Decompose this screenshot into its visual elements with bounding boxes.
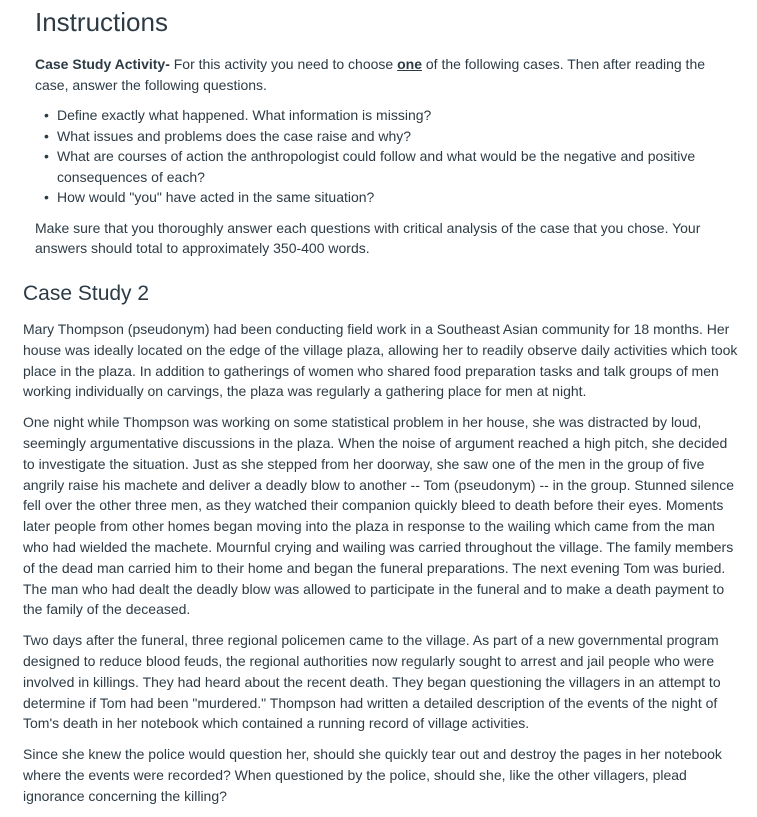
instructions-closing: Make sure that you thoroughly answer each questions with critical analysis of the case that you chose. Your answers should total to approximately 350-400 words. <box>35 219 701 256</box>
intro-text-post: of the following cases. Then after reading the case, answer the following questions. <box>35 56 706 93</box>
case-paragraph: Mary Thompson (pseudonym) had been conducting field work in a Southeast Asian community for 18 months. Her house was ideally located on the edge of the village plaza, allowing her to readily observe daily activities which took place in the plaza. In addition to gatherings of women who shared food preparation tasks and talk groups of men working individually on carvings, the plaza was regularly a gathering place for men at night. <box>23 321 738 400</box>
intro-text-pre: For this activity you need to choose <box>169 56 398 72</box>
question-item: • What issues and problems does the case raise and why? <box>57 126 737 147</box>
instructions-heading: Instructions <box>35 7 168 37</box>
instructions-section <box>35 0 737 269</box>
question-item: • Define exactly what happened. What information is missing? <box>57 105 737 126</box>
intro-underline-one: one <box>397 56 422 72</box>
case-paragraph: One night while Thompson was working on some statistical problem in her house, she was distracted by loud, seemingly argumentative discussions in the plaza. When the noise of argument reached a high pitch, she decided to investigate the situation. Just as she stepped from her doorway, she saw one of the men in the group of five angrily raise his machete and deliver a deadly blow to another -- Tom (pseudonym) -- in the group. Stunned silence fell over the other three men, as they watched their companion quickly bleed to death before their eyes. Moments later people from other homes began moving into the plaza in response to the wailing which came from the man who had wielded the machete. Mournful crying and wailing was carried throughout the village. The family members of the dead man carried him to their home and began the funeral preparations. The next evening Tom was buried. The man who had dealt the deadly blow was allowed to participate in the funeral and to make a death payment to the family of the deceased. <box>23 414 735 618</box>
question-item: • How would "you" have acted in the same situation? <box>57 187 737 208</box>
case-paragraph: Since she knew the police would question her, should she quickly tear out and destroy the pages in her notebook where the events were recorded? When questioned by the police, should she, like the other villagers, plead ignorance concerning the killing? <box>23 746 722 804</box>
case-study-section <box>23 279 739 817</box>
case-paragraph: Two days after the funeral, three regional policemen came to the village. As part of a new governmental program designed to reduce blood feuds, the regional authorities now regularly sought to arrest and jail people who were involved in killings. They had heard about the recent death. They began questioning the villagers in an attempt to determine if Tom had been "murdered." Thompson had written a detailed description of the events of the night of Tom's death in her notebook which contained a running record of village activities. <box>23 632 721 732</box>
intro-bold-label: Case Study Activity- <box>35 56 170 72</box>
instructions-intro <box>35 54 737 95</box>
question-item: • What are courses of action the anthropologist could follow and what would be the negative and positive consequences of each? <box>57 146 737 187</box>
question-list <box>35 105 737 208</box>
case-study-heading: Case Study 2 <box>23 282 150 305</box>
